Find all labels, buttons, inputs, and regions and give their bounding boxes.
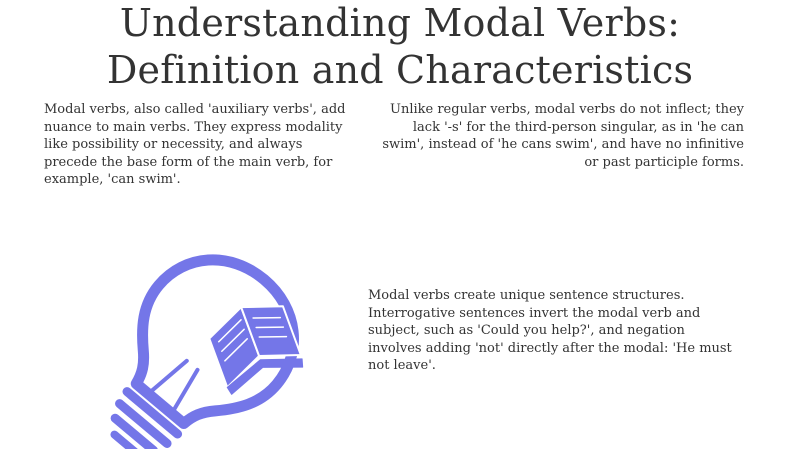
inflection-paragraph: Unlike regular verbs, modal verbs do not inflect; they lack '-s' for the third-person singular, as in 'he can swim', instead of 'he cans swim', and have no infinitive or past participle forms. (382, 102, 744, 170)
title-line-2: Definition and Characteristics (106, 48, 694, 92)
page-title (0, 0, 800, 94)
structure-paragraph: Modal verbs create unique sentence structures. Interrogative sentences invert the modal verb and subject, such as 'Could you help?', and negation involves adding 'not' directly after the modal: 'He must not leave'. (368, 288, 732, 373)
title-line-1: Understanding Modal Verbs: (119, 1, 681, 45)
lightbulb-book-icon (100, 250, 310, 449)
definition-paragraph: Modal verbs, also called 'auxiliary verbs', add nuance to main verbs. They express modality like possibility or necessity, and always precede the base form of the main verb, for example, 'can swim'. (44, 102, 346, 187)
